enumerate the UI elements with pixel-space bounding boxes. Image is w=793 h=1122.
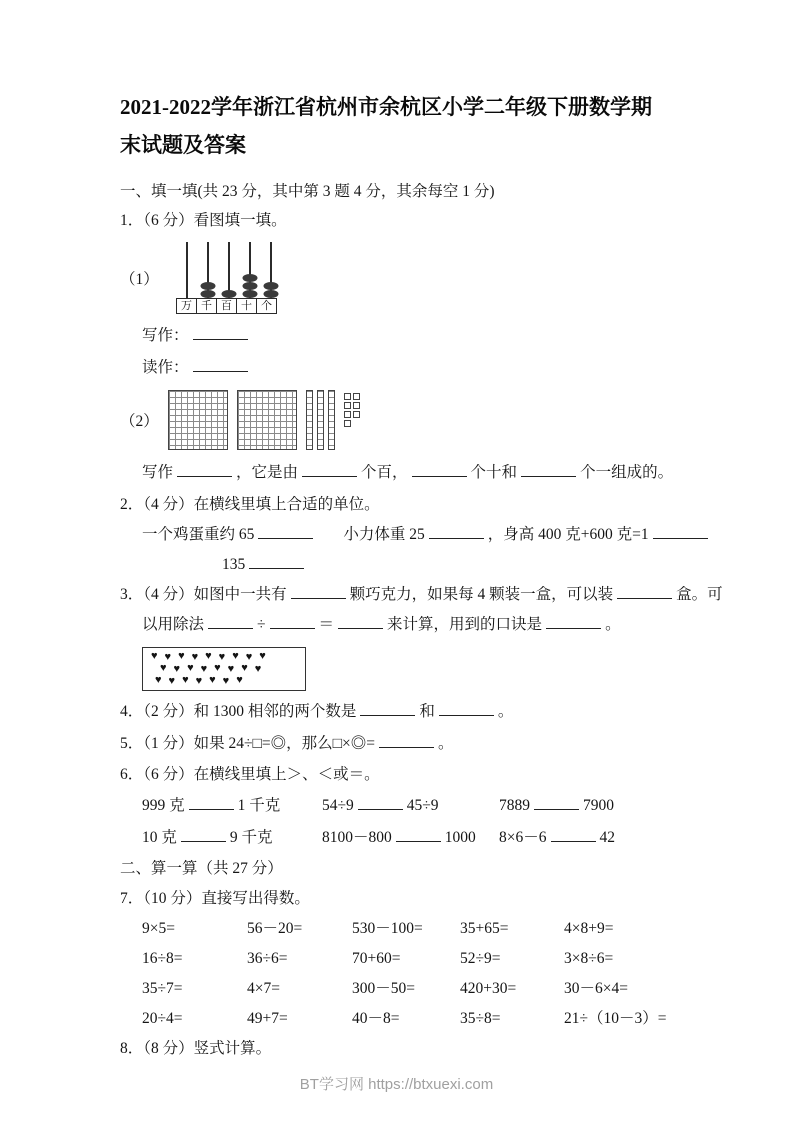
text-segment: 盒。可 bbox=[676, 586, 723, 603]
answer-blank bbox=[534, 795, 579, 810]
one-square bbox=[353, 402, 360, 409]
expression: 21÷（10－3）= bbox=[564, 1010, 667, 1027]
compare-item bbox=[142, 822, 322, 854]
heart-icon: ♥ bbox=[254, 663, 262, 675]
abacus-place-label: 万 bbox=[176, 298, 197, 314]
heart-icon: ♥ bbox=[155, 674, 162, 686]
expression: 4×7= bbox=[247, 980, 280, 997]
heart-icon: ♥ bbox=[259, 650, 266, 662]
expression: 530－100= bbox=[352, 920, 423, 937]
chocolates-figure bbox=[142, 647, 306, 691]
compare-left: 10 克 bbox=[142, 829, 177, 846]
compare-right: 45÷9 bbox=[406, 797, 439, 814]
text-segment: 135 bbox=[222, 556, 246, 573]
q7-stem: 7．（10 分）直接写出得数。 bbox=[120, 890, 310, 907]
heart-icon: ♥ bbox=[187, 662, 194, 674]
one-square bbox=[353, 393, 360, 400]
abacus-rods bbox=[176, 242, 281, 298]
q7-row bbox=[142, 914, 681, 944]
compare-right: 1 千克 bbox=[237, 797, 281, 814]
answer-blank bbox=[208, 614, 253, 629]
answer-blank bbox=[249, 554, 304, 569]
read-label: 读作： bbox=[142, 359, 189, 376]
compare-right: 42 bbox=[599, 829, 615, 846]
heart-row bbox=[151, 663, 297, 675]
abacus-bead bbox=[221, 290, 236, 298]
abacus-bead bbox=[200, 290, 215, 298]
answer-blank bbox=[653, 524, 708, 539]
text-segment: 个一组成的。 bbox=[580, 464, 674, 481]
q1-read-line bbox=[120, 352, 681, 384]
one-square bbox=[344, 393, 351, 400]
expression: 9×5= bbox=[142, 920, 175, 937]
compare-right: 7900 bbox=[583, 797, 614, 814]
compare-right: 1000 bbox=[444, 829, 476, 846]
answer-blank bbox=[177, 462, 232, 477]
text-segment: 小力体重 25 bbox=[343, 526, 425, 543]
q6-stem: 6．（6 分）在横线里填上＞、＜或＝。 bbox=[120, 766, 380, 783]
abacus-place-label: 百 bbox=[216, 298, 237, 314]
q3-line2 bbox=[120, 610, 681, 640]
q2-stem: 2．（4 分）在横线里填上合适的单位。 bbox=[120, 496, 380, 513]
q1-write-line bbox=[120, 320, 681, 352]
compare-right: 9 千克 bbox=[229, 829, 273, 846]
answer-blank bbox=[358, 795, 403, 810]
text-segment: 。 bbox=[437, 735, 454, 752]
expression: 35÷7= bbox=[142, 980, 183, 997]
expression: 4×8+9= bbox=[564, 920, 614, 937]
text-segment: ，它是由 bbox=[236, 464, 299, 481]
text-segment: ＝ bbox=[318, 616, 335, 633]
one-square bbox=[344, 411, 351, 418]
answer-blank bbox=[193, 325, 248, 340]
abacus-bead bbox=[242, 282, 257, 290]
q1-part2-text bbox=[120, 456, 681, 490]
abacus-labels bbox=[176, 298, 281, 314]
part1-label: （1） bbox=[120, 271, 159, 288]
answer-blank bbox=[189, 795, 234, 810]
answer-blank bbox=[396, 827, 441, 842]
abacus-rod bbox=[176, 242, 197, 298]
abacus-rod bbox=[260, 242, 281, 298]
expression: 30－6×4= bbox=[564, 980, 628, 997]
section2-heading: 二、算一算（共 27 分） bbox=[120, 860, 283, 877]
text-segment: 5．（1 分）如果 24÷□=◎，那么□×◎= bbox=[120, 735, 375, 752]
answer-blank bbox=[429, 524, 484, 539]
heart-icon: ♥ bbox=[160, 662, 167, 674]
q4-line bbox=[120, 696, 681, 728]
q1-part2 bbox=[120, 386, 681, 454]
abacus-bead bbox=[242, 290, 257, 298]
expression: 420+30= bbox=[460, 980, 517, 997]
answer-blank bbox=[546, 614, 601, 629]
text-segment: 写作 bbox=[142, 464, 174, 481]
q8-stem: 8．（8 分）竖式计算。 bbox=[120, 1040, 272, 1057]
answer-blank bbox=[181, 827, 226, 842]
compare-left: 8100－800 bbox=[322, 829, 392, 846]
expression: 35+65= bbox=[460, 920, 509, 937]
text-segment: 个百， bbox=[361, 464, 408, 481]
compare-item bbox=[322, 822, 499, 854]
heart-icon: ♥ bbox=[214, 662, 221, 674]
heart-icon: ♥ bbox=[205, 650, 212, 662]
q7-grid bbox=[120, 914, 681, 1034]
page-title-line1: 2021-2022学年浙江省杭州市余杭区小学二年级下册数学期 bbox=[120, 95, 652, 119]
q7-row bbox=[142, 974, 681, 1004]
q2-line1 bbox=[120, 520, 681, 550]
q7-row bbox=[142, 944, 681, 974]
expression: 36÷6= bbox=[247, 950, 288, 967]
text-segment: 。 bbox=[497, 703, 514, 720]
compare-item bbox=[499, 790, 681, 822]
abacus-place-label: 十 bbox=[236, 298, 257, 314]
text-segment: 和 bbox=[419, 703, 435, 720]
abacus-place-label: 千 bbox=[196, 298, 217, 314]
expression: 35÷8= bbox=[460, 1010, 501, 1027]
abacus-place-label: 个 bbox=[256, 298, 277, 314]
one-square bbox=[353, 411, 360, 418]
q6-row-0 bbox=[120, 790, 681, 822]
heart-icon: ♥ bbox=[164, 651, 172, 663]
answer-blank bbox=[617, 584, 672, 599]
heart-icon: ♥ bbox=[182, 674, 189, 686]
text-segment: ÷ bbox=[257, 616, 266, 633]
heart-icon: ♥ bbox=[200, 663, 208, 675]
heart-icon: ♥ bbox=[222, 675, 230, 687]
heart-row bbox=[151, 651, 297, 663]
q3-line1 bbox=[120, 580, 723, 610]
compare-item bbox=[322, 790, 499, 822]
ten-strip bbox=[306, 390, 313, 450]
heart-icon: ♥ bbox=[178, 650, 185, 662]
expression: 16÷8= bbox=[142, 950, 183, 967]
text-segment: 3．（4 分）如图中一共有 bbox=[120, 586, 287, 603]
text-segment: 来计算，用到的口诀是 bbox=[387, 616, 543, 633]
q2-line2 bbox=[120, 550, 681, 580]
expression: 52÷9= bbox=[460, 950, 501, 967]
expression: 56－20= bbox=[247, 920, 303, 937]
q1-part1 bbox=[120, 238, 681, 318]
compare-left: 7889 bbox=[499, 797, 530, 814]
heart-icon: ♥ bbox=[236, 674, 243, 686]
text-segment: ，身高 400 克+600 克=1 bbox=[487, 526, 649, 543]
heart-icon: ♥ bbox=[232, 650, 239, 662]
answer-blank bbox=[439, 701, 494, 716]
abacus-bead bbox=[263, 290, 278, 298]
expression: 3×8÷6= bbox=[564, 950, 614, 967]
ones-group bbox=[344, 393, 360, 427]
heart-icon: ♥ bbox=[151, 650, 158, 662]
write-label: 写作： bbox=[142, 327, 189, 344]
hundred-block bbox=[237, 390, 297, 450]
answer-blank bbox=[379, 733, 434, 748]
answer-blank bbox=[258, 524, 313, 539]
hundred-block bbox=[168, 390, 228, 450]
abacus-rod bbox=[239, 242, 260, 298]
expression: 70+60= bbox=[352, 950, 401, 967]
expression: 40－8= bbox=[352, 1010, 400, 1027]
answer-blank bbox=[302, 462, 357, 477]
abacus-figure bbox=[176, 242, 281, 314]
compare-left: 999 克 bbox=[142, 797, 185, 814]
one-square bbox=[344, 402, 351, 409]
expression: 20÷4= bbox=[142, 1010, 183, 1027]
abacus-bead bbox=[263, 282, 278, 290]
q5-line bbox=[120, 728, 681, 760]
heart-icon: ♥ bbox=[173, 663, 181, 675]
answer-blank bbox=[291, 584, 346, 599]
part2-label: （2） bbox=[120, 413, 159, 430]
text-segment: 4．（2 分）和 1300 相邻的两个数是 bbox=[120, 703, 357, 720]
ten-strip bbox=[328, 390, 335, 450]
compare-left: 8×6－6 bbox=[499, 829, 547, 846]
q6-row-1 bbox=[120, 822, 681, 854]
site-watermark: BT学习网 https://btxuexi.com bbox=[299, 1076, 494, 1093]
answer-blank bbox=[338, 614, 383, 629]
heart-icon: ♥ bbox=[191, 651, 199, 663]
compare-item bbox=[499, 822, 681, 854]
answer-blank bbox=[270, 614, 315, 629]
blocks-figure bbox=[168, 390, 360, 450]
heart-icon: ♥ bbox=[168, 675, 176, 687]
q7-row bbox=[142, 1004, 681, 1034]
compare-item bbox=[142, 790, 322, 822]
expression: 300－50= bbox=[352, 980, 415, 997]
heart-icon: ♥ bbox=[241, 662, 248, 674]
heart-icon: ♥ bbox=[218, 651, 226, 663]
abacus-rod bbox=[197, 242, 218, 298]
ten-strip bbox=[317, 390, 324, 450]
q1-stem: 1．（6 分）看图填一填。 bbox=[120, 212, 287, 229]
heart-icon: ♥ bbox=[245, 651, 253, 663]
text-segment: 以用除法 bbox=[142, 616, 205, 633]
text-segment: 个十和 bbox=[470, 464, 518, 481]
answer-blank bbox=[412, 462, 467, 477]
heart-icon: ♥ bbox=[227, 663, 235, 675]
heart-icon: ♥ bbox=[195, 675, 203, 687]
page-title bbox=[120, 88, 681, 164]
abacus-rod bbox=[218, 242, 239, 298]
abacus-bead bbox=[200, 282, 215, 290]
answer-blank bbox=[360, 701, 415, 716]
compare-left: 54÷9 bbox=[322, 797, 354, 814]
answer-blank bbox=[193, 357, 248, 372]
text-segment: 颗巧克力，如果每 4 颗装一盒，可以装 bbox=[349, 586, 614, 603]
heart-icon: ♥ bbox=[209, 674, 216, 686]
text-segment: 。 bbox=[605, 616, 621, 633]
answer-blank bbox=[551, 827, 596, 842]
abacus-bead bbox=[242, 274, 257, 282]
text-segment: 一个鸡蛋重约 65 bbox=[142, 526, 255, 543]
expression: 49+7= bbox=[247, 1010, 288, 1027]
one-square bbox=[344, 420, 351, 427]
heart-row bbox=[151, 675, 297, 687]
page-title-line2: 末试题及答案 bbox=[120, 133, 246, 157]
section1-heading: 一、填一填(共 23 分，其中第 3 题 4 分，其余每空 1 分) bbox=[120, 183, 495, 200]
abacus-rod-line bbox=[186, 242, 188, 298]
answer-blank bbox=[521, 462, 576, 477]
